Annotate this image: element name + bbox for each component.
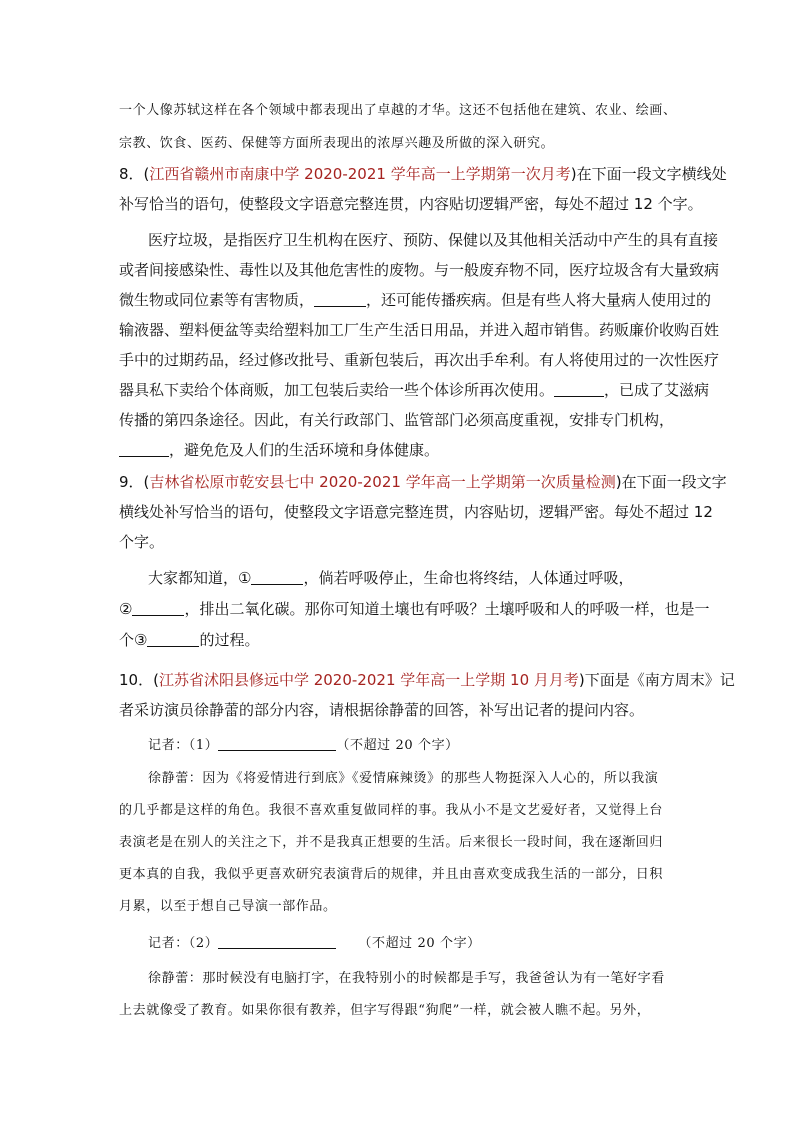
q10-r2-note: （不超过 20 个字） [358,936,481,951]
q8-blank-1[interactable] [314,291,366,307]
q9-p1-text-a: 大家都知道， [148,569,239,587]
q8-blank-3[interactable] [119,441,169,457]
q10-r1-label: 记者：（1） [148,738,219,753]
q7-text-line-2: 宗教、饮食、医药、保健等方面所表现出的浓厚兴趣及所做的深入研究。 [119,136,555,151]
q10-header [119,670,735,690]
q8-p8-text: ，避免危及人们的生活环境和身体健康。 [169,441,440,459]
q10-answer-1-line-3: 表演老是在别人的关注之下，并不是我真正想要的生活。后来很长一段时间，我在逐渐回归 [119,835,664,850]
q9-p1-text-b: ，倘若呼吸停止，生命也将终结，人体通过呼吸， [303,569,634,587]
q8-blank-2[interactable] [554,381,604,397]
q9-marker-3: ③ [134,631,148,649]
q10-answer-1-line-1: 徐静蕾：因为《将爱情进行到底》《爱情麻辣烫》的那些人物挺深入人心的，所以我演 [148,771,659,786]
q9-p3-text-b: 的过程。 [199,631,260,649]
q8-passage-line-8 [119,440,439,460]
q10-source: 江苏省沭阳县修远中学 2020-2021 学年高一上学期 10 月月考 [158,671,579,689]
q10-answer-2-line-2: 上去就像受了教育。如果你很有教养，但字写得跟“狗爬”一样，就会被人瞧不起。另外， [119,1003,651,1018]
q10-stem-a: )下面是《南方周末》记 [578,671,735,689]
q10-stem-b: 者采访演员徐静蕾的部分内容，请根据徐静蕾的回答，补写出记者的提问内容。 [119,701,645,719]
q8-header [119,164,727,184]
q8-p6-text-b: ，已成了艾滋病 [604,381,710,399]
q10-answer-1-line-4: 更本真的自我，我似乎更喜欢研究表演背后的规律，并且由喜欢变成我生活的一部分，日积 [119,867,664,882]
q8-p6-text-a: 器具私下卖给个体商贩，加工包装后卖给一些个体诊所再次使用。 [119,381,555,399]
q9-passage-line-2 [119,599,709,619]
q10-answer-1-line-5: 月累，以至于想自己导演一部作品。 [119,899,337,914]
q8-stem-a: )在下面一段文字横线处 [570,165,727,183]
q8-passage-line-3 [119,290,711,310]
q9-stem-b: 横线处补写恰当的语句，使整段文字语意完整连贯，内容贴切，逻辑严密。每处不超过 12 [119,503,713,521]
q10-blank-1[interactable] [218,735,336,751]
q10-blank-2[interactable] [218,933,336,949]
q10-answer-1-line-2: 的几乎都是这样的角色。我很不喜欢重复做同样的事。我从小不是文艺爱好者，又觉得上台 [119,803,664,818]
q9-marker-1: ① [238,569,252,587]
q8-stem-b: 补写恰当的语句，使整段文字语意完整连贯，内容贴切逻辑严密，每处不超过 12 个字。 [119,195,703,213]
q9-source: 吉林省松原市乾安县七中 2020-2021 学年高一上学期第一次质量检测 [149,473,616,491]
q8-p3-text-b: ，还可能传播疾病。但是有些人将大量病人使用过的 [366,291,712,309]
q7-text-line-1: 一个人像苏轼这样在各个领域中都表现出了卓越的才华。这还不包括他在建筑、农业、绘画、 [119,103,677,118]
q9-blank-1[interactable] [251,569,303,585]
q9-header [119,472,727,492]
q10-answer-2-line-1: 徐静蕾：那时候没有电脑打字，在我特别小的时候都是手写，我爸爸认为有一笔好字看 [148,971,665,986]
q10-r1-note: （不超过 20 个字） [336,738,459,753]
q9-stem-a: )在下面一段文字 [615,473,727,491]
q8-passage-line-4: 输液器、塑料便盆等卖给塑料加工厂生产生活日用品，并进入超市销售。药贩廉价收购百姓 [119,321,720,339]
q9-number: 9．( [119,473,150,491]
q10-r2-label: 记者：（2） [148,936,219,951]
q9-stem-c: 个字。 [119,533,165,551]
q8-p3-text-a: 微生物或同位素等有害物质， [119,291,315,309]
q9-blank-3[interactable] [147,631,199,647]
q10-reporter-question-1 [148,735,459,756]
q9-blank-2[interactable] [132,600,184,616]
q8-passage-line-5: 手中的过期药品，经过修改批号、重新包装后，再次出手牟利。有人将使用过的一次性医疗 [119,351,720,369]
q9-p3-text-a: 个 [119,631,135,649]
q10-reporter-question-2 [148,933,481,954]
q10-number: 10．( [119,671,159,689]
q8-passage-line-6 [119,380,709,400]
q8-number: 8．( [119,165,150,183]
q8-source: 江西省赣州市南康中学 2020-2021 学年高一上学期第一次月考 [149,165,571,183]
q8-passage-line-2: 或者间接感染性、毒性以及其他危害性的废物。与一般废弃物不同，医疗垃圾含有大量致病 [119,261,720,279]
q8-passage-line-7: 传播的第四条途径。因此，有关行政部门、监管部门必须高度重视，安排专门机构， [119,411,675,429]
q9-p2-text-b: ，排出二氧化碳。那你可知道土壤也有呼吸？土壤呼吸和人的呼吸一样，也是一 [184,600,710,618]
q9-passage-line-3 [119,630,259,650]
q8-passage-line-1: 医疗垃圾，是指医疗卫生机构在医疗、预防、保健以及其他相关活动中产生的具有直接 [148,231,719,249]
q9-marker-2: ② [119,600,133,618]
q9-passage-line-1 [148,568,633,588]
